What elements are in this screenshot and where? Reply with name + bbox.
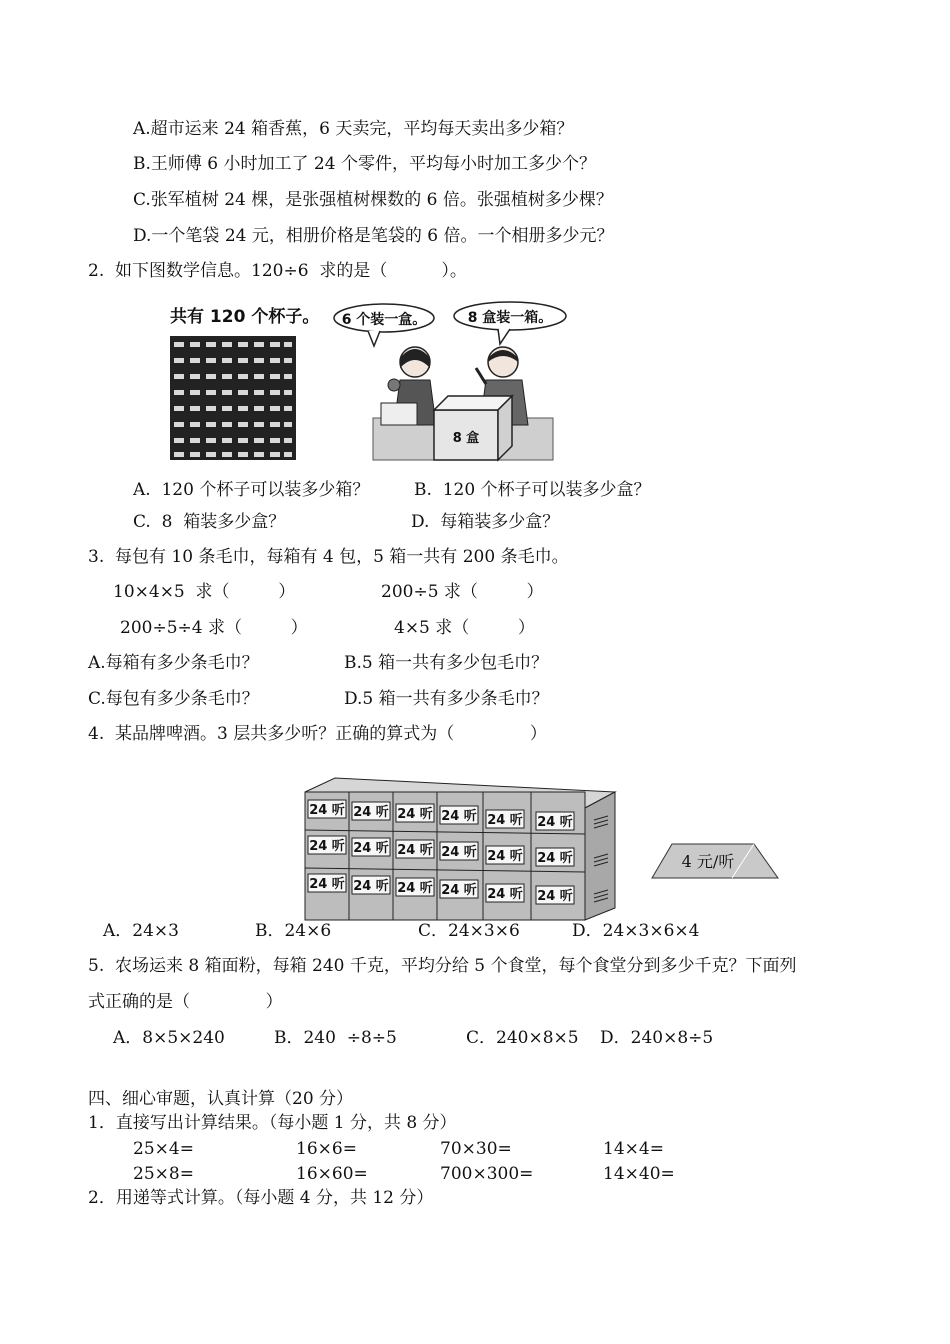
q2-option-b: B. 120 个杯子可以装多少盒？ [414, 480, 651, 500]
q3-stem: 3. 每包有 10 条毛巾，每箱有 4 包，5 箱一共有 200 条毛巾。 [88, 547, 569, 567]
price-tag-text: 4 元/听 [681, 852, 735, 871]
beer-box-label: 24 听 [537, 889, 573, 904]
girl-figure-icon [381, 347, 436, 425]
calc-item: 700×300= [440, 1164, 534, 1184]
q3-expr-4: 4×5 求（ ） [394, 618, 535, 638]
q1-option-c: C.张军植树 24 棵，是张强植树棵数的 6 倍。张强植树多少棵？ [133, 190, 613, 210]
beer-box-label: 24 听 [353, 841, 389, 856]
q5-option-b: B．240 ÷8÷5 [274, 1028, 397, 1048]
calc-item: 70×30= [440, 1139, 512, 1159]
q3-option-a: A.每箱有多少条毛巾？ [88, 653, 259, 673]
beer-box-label: 24 听 [537, 815, 573, 830]
beer-box-label: 24 听 [397, 843, 433, 858]
q3-expr-1: 10×4×5 求（ ） [113, 582, 296, 602]
beer-box-label: 24 听 [441, 845, 477, 860]
beer-boxes-figure [300, 770, 620, 925]
beer-box-label: 24 听 [397, 881, 433, 896]
q5-stem-line1: 5. 农场运来 8 箱面粉，每箱 240 千克，平均分给 5 个食堂，每个食堂分到多少千克？下面列 [88, 956, 797, 976]
q4-option-a: A．24×3 [103, 921, 179, 941]
section4-sub1: 1．直接写出计算结果。（每小题 1 分，共 8 分） [88, 1113, 457, 1133]
beer-box-label: 24 听 [487, 887, 523, 902]
q3-option-d: D.5 箱一共有多少条毛巾？ [344, 689, 549, 709]
boy-speech-bubble [454, 302, 566, 344]
q5-option-a: A．8×5×240 [113, 1028, 225, 1048]
q5-option-c: C．240×8×5 [466, 1028, 579, 1048]
q2-stem: 2. 如下图数学信息。120÷6 求的是（ ）。 [88, 261, 467, 281]
beer-box-label: 24 听 [309, 839, 345, 854]
q3-expr-3: 200÷5÷4 求（ ） [120, 618, 308, 638]
q4-option-d: D．24×3×6×4 [572, 921, 700, 941]
q1-option-a: A.超市运来 24 箱香蕉，6 天卖完，平均每天卖出多少箱？ [133, 119, 574, 139]
q2-figure [168, 300, 578, 465]
cups-grid-icon [170, 336, 296, 460]
beer-box-label: 24 听 [487, 813, 523, 828]
section4-title: 四、细心审题，认真计算（20 分） [88, 1089, 354, 1109]
girl-bubble-text: 6 个装一盒。 [341, 312, 427, 328]
calc-item: 16×60= [296, 1164, 368, 1184]
q4-stem: 4. 某品牌啤酒。3 层共多少听？正确的算式为（ ） [88, 724, 547, 744]
beer-box-label: 24 听 [353, 805, 389, 820]
calc-item: 14×4= [603, 1139, 664, 1159]
q3-expr-2: 200÷5 求（ ） [381, 582, 544, 602]
price-tag [650, 842, 780, 880]
beer-box-label: 24 听 [441, 809, 477, 824]
q3-option-b: B.5 箱一共有多少包毛巾？ [344, 653, 549, 673]
q3-option-c: C.每包有多少条毛巾？ [88, 689, 259, 709]
q1-option-b: B.王师傅 6 小时加工了 24 个零件，平均每小时加工多少个？ [133, 154, 596, 174]
beer-box-label: 24 听 [537, 851, 573, 866]
beer-box-label: 24 听 [309, 877, 345, 892]
boy-bubble-text: 8 盒装一箱。 [467, 310, 553, 326]
girl-speech-bubble [334, 304, 434, 346]
box-8-icon [434, 396, 512, 460]
calc-item: 14×40= [603, 1164, 675, 1184]
q5-option-d: D．240×8÷5 [600, 1028, 714, 1048]
calc-item: 16×6= [296, 1139, 357, 1159]
section4-sub2: 2．用递等式计算。（每小题 4 分，共 12 分） [88, 1188, 434, 1208]
beer-box-label: 24 听 [309, 803, 345, 818]
box-label: 8 盒 [452, 431, 480, 446]
q4-option-c: C．24×3×6 [418, 921, 520, 941]
beer-box-label: 24 听 [441, 883, 477, 898]
q2-option-c: C. 8 箱装多少盒？ [133, 512, 286, 532]
calc-item: 25×8= [133, 1164, 194, 1184]
beer-box-label: 24 听 [353, 879, 389, 894]
calc-item: 25×4= [133, 1139, 194, 1159]
q2-option-d: D. 每箱装多少盒？ [411, 512, 560, 532]
cups-label: 共有 120 个杯子。 [170, 307, 320, 327]
q2-option-a: A. 120 个杯子可以装多少箱？ [133, 480, 370, 500]
q4-option-b: B．24×6 [255, 921, 332, 941]
q5-stem-line2: 式正确的是（ ） [88, 992, 283, 1012]
q1-option-d: D.一个笔袋 24 元，相册价格是笔袋的 6 倍。一个相册多少元？ [133, 226, 614, 246]
beer-box-label: 24 听 [487, 849, 523, 864]
beer-box-label: 24 听 [397, 807, 433, 822]
